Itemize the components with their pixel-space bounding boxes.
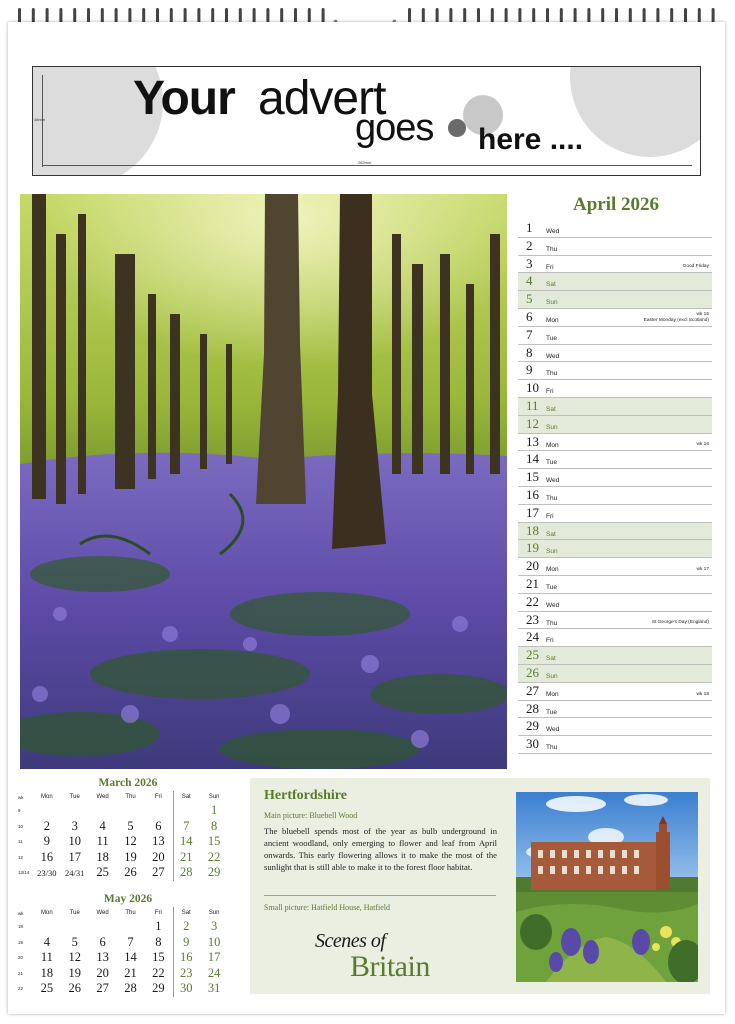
day-name: Thu xyxy=(546,245,558,253)
mini-date-cell: 24/31 xyxy=(65,867,85,878)
day-name: Mon xyxy=(546,566,559,574)
mini-header-cell: Sat xyxy=(181,794,191,800)
mini-calendar-header xyxy=(18,907,228,919)
day-row xyxy=(518,540,712,558)
day-row xyxy=(518,665,712,683)
day-row xyxy=(518,362,712,380)
day-row xyxy=(518,238,712,256)
weekend-separator xyxy=(173,907,174,997)
day-row xyxy=(518,220,712,238)
mini-date-cell: 18 xyxy=(96,849,109,864)
mini-date-cell: 19 xyxy=(68,965,81,980)
mini-date-cell: 14 xyxy=(124,950,137,965)
advert-dimension-line-horizontal xyxy=(42,165,692,166)
day-note: Good Friday xyxy=(682,264,709,270)
mini-date-cell: 17 xyxy=(68,849,81,864)
week-number: 12 xyxy=(18,854,24,860)
day-row xyxy=(518,434,712,452)
mini-calendar-header xyxy=(18,791,228,803)
small-photo-hatfield-house xyxy=(516,792,698,982)
day-row xyxy=(518,451,712,469)
mini-date-cell: 3 xyxy=(210,919,218,934)
mini-week-row xyxy=(18,966,228,982)
day-number: 27 xyxy=(526,682,539,698)
mini-week-row xyxy=(18,981,228,997)
day-note: wk 16 xyxy=(696,442,709,448)
day-name: Sat xyxy=(546,281,556,289)
advert-word-here: here .... xyxy=(478,123,584,156)
day-number: 21 xyxy=(526,575,539,591)
day-number: 28 xyxy=(526,700,539,716)
day-number: 7 xyxy=(526,326,533,342)
mini-date-cell: 25 xyxy=(40,981,54,996)
mini-date-cell: 6 xyxy=(99,934,106,949)
mini-date-cell: 1 xyxy=(210,803,218,818)
day-number: 25 xyxy=(526,647,539,663)
week-number: 18 xyxy=(18,924,24,930)
day-name: Fri xyxy=(546,637,554,645)
mini-header-cell: Tue xyxy=(69,910,80,916)
day-row xyxy=(518,683,712,701)
day-number: 23 xyxy=(526,611,539,627)
week-number: 19 xyxy=(18,939,24,945)
day-row xyxy=(518,345,712,363)
day-row xyxy=(518,576,712,594)
day-name: Thu xyxy=(546,619,558,627)
day-number: 12 xyxy=(526,415,539,431)
mini-week-row xyxy=(18,819,228,835)
mini-header-cell: Wed xyxy=(96,794,109,800)
mini-week-row xyxy=(18,950,228,966)
mini-date-cell: 6 xyxy=(155,818,162,833)
day-number: 8 xyxy=(526,344,533,360)
mini-date-cell: 3 xyxy=(71,818,78,833)
day-number: 11 xyxy=(526,397,539,413)
mini-date-cell: 26 xyxy=(68,981,81,996)
mini-date-cell: 21 xyxy=(179,849,193,864)
mini-date-cell: 23 xyxy=(179,965,193,980)
week-number: 22 xyxy=(18,986,24,992)
info-divider xyxy=(264,895,496,896)
day-number: 13 xyxy=(526,433,539,449)
mini-date-cell: 15 xyxy=(207,834,221,849)
day-name: Wed xyxy=(546,726,560,734)
day-row xyxy=(518,487,712,505)
day-row xyxy=(518,629,712,647)
brand-britain: Britain xyxy=(350,950,430,983)
mini-date-cell: 17 xyxy=(207,950,221,965)
mini-header-cell: wk xyxy=(18,794,24,800)
advert-circle-right xyxy=(570,66,701,157)
mini-date-cell: 9 xyxy=(183,934,190,949)
mini-date-cell: 2 xyxy=(43,818,50,833)
mini-date-cell: 9 xyxy=(43,834,50,849)
day-number: 19 xyxy=(526,540,539,556)
day-number: 20 xyxy=(526,558,539,574)
mini-date-cell: 27 xyxy=(152,865,165,880)
day-row xyxy=(518,647,712,665)
day-row xyxy=(518,291,712,309)
mini-date-cell: 31 xyxy=(207,981,221,996)
mini-date-cell: 25 xyxy=(96,865,109,880)
day-name: Tue xyxy=(546,334,557,342)
mini-date-cell: 13 xyxy=(152,834,165,849)
mini-date-cell: 5 xyxy=(127,818,134,833)
mini-date-cell: 7 xyxy=(127,934,134,949)
day-number: 3 xyxy=(526,255,533,271)
mini-date-cell: 16 xyxy=(40,849,54,864)
day-name: Sun xyxy=(546,423,558,431)
day-name: Fri xyxy=(546,512,554,520)
week-number: 21 xyxy=(18,970,24,976)
week-number: 9 xyxy=(18,808,21,814)
mini-calendar-grid xyxy=(18,907,228,997)
mini-date-cell: 15 xyxy=(152,950,165,965)
day-name: Thu xyxy=(546,370,558,378)
mini-week-row xyxy=(18,935,228,951)
mini-header-cell: wk xyxy=(18,910,24,916)
day-number: 29 xyxy=(526,718,539,734)
day-number: 4 xyxy=(526,273,533,289)
weekend-separator xyxy=(173,791,174,881)
mini-date-cell: 29 xyxy=(207,865,221,880)
day-name: Sat xyxy=(546,655,556,663)
advert-width-label: 282mm xyxy=(358,160,372,165)
mini-date-cell: 19 xyxy=(124,849,137,864)
mini-date-cell: 18 xyxy=(40,965,54,980)
day-number: 2 xyxy=(526,237,533,253)
day-number: 1 xyxy=(526,220,533,235)
mini-header-cell: Fri xyxy=(154,910,162,916)
day-list xyxy=(518,220,712,754)
brand-scenes-of: Scenes of xyxy=(315,930,386,952)
day-number: 18 xyxy=(526,522,539,538)
day-number: 5 xyxy=(526,291,533,307)
day-number: 17 xyxy=(526,504,539,520)
day-number: 6 xyxy=(526,308,533,324)
main-photo-bluebell-wood xyxy=(20,194,507,769)
mini-date-cell: 8 xyxy=(155,934,162,949)
small-picture-caption: Small picture: Hatfield House, Hatfield xyxy=(264,903,390,912)
day-row xyxy=(518,327,712,345)
day-row xyxy=(518,273,712,291)
mini-date-cell: 10 xyxy=(207,934,221,949)
day-name: Tue xyxy=(546,708,557,716)
day-note: wk 15 Easter Monday (excl Scotland) xyxy=(643,311,709,323)
mini-date-cell: 29 xyxy=(152,981,165,996)
day-number: 30 xyxy=(526,736,539,752)
mini-date-cell: 20 xyxy=(96,965,109,980)
mini-header-cell: Mon xyxy=(41,794,53,800)
day-row xyxy=(518,523,712,541)
advert-word-advert: advert xyxy=(258,72,386,125)
mini-date-cell: 7 xyxy=(183,818,190,833)
day-note: wk 17 xyxy=(696,566,709,572)
mini-date-cell: 2 xyxy=(183,919,190,934)
day-number: 16 xyxy=(526,486,539,502)
advert-dot-small xyxy=(448,119,466,137)
mini-date-cell: 4 xyxy=(43,934,50,949)
mini-calendar-grid xyxy=(18,791,228,881)
day-row xyxy=(518,380,712,398)
mini-header-cell: Sun xyxy=(208,910,220,916)
advert-placeholder xyxy=(32,66,701,176)
day-number: 9 xyxy=(526,362,533,378)
mini-date-cell: 4 xyxy=(99,818,106,833)
day-row xyxy=(518,594,712,612)
mini-week-row xyxy=(18,834,228,850)
mini-week-row xyxy=(18,919,228,935)
advert-height-label: 48mm xyxy=(34,117,46,122)
day-row xyxy=(518,736,712,754)
mini-calendar-previous xyxy=(18,777,228,881)
day-name: Sat xyxy=(546,405,556,413)
mini-date-cell: 30 xyxy=(179,981,193,996)
day-row xyxy=(518,612,712,630)
day-name: Sun xyxy=(546,672,558,680)
mini-header-cell: Sun xyxy=(208,794,220,800)
day-name: Fri xyxy=(546,263,554,271)
day-row xyxy=(518,718,712,736)
mini-header-cell: Tue xyxy=(69,794,80,800)
mini-date-cell: 1 xyxy=(155,919,162,934)
day-number: 24 xyxy=(526,629,539,645)
day-row xyxy=(518,416,712,434)
mini-date-cell: 8 xyxy=(210,818,218,833)
mini-date-cell: 10 xyxy=(68,834,81,849)
mini-date-cell: 24 xyxy=(207,965,221,980)
info-panel xyxy=(250,778,710,994)
advert-word-your: Your xyxy=(133,72,235,125)
mini-date-cell: 13 xyxy=(96,950,109,965)
info-title: Hertfordshire xyxy=(264,788,347,803)
mini-week-row xyxy=(18,803,228,819)
mini-date-cell: 26 xyxy=(124,865,137,880)
mini-date-cell: 21 xyxy=(124,965,137,980)
mini-date-cell: 5 xyxy=(71,934,78,949)
day-row xyxy=(518,505,712,523)
day-row xyxy=(518,398,712,416)
mini-header-cell: Mon xyxy=(41,910,53,916)
day-row xyxy=(518,469,712,487)
mini-date-cell: 12 xyxy=(124,834,137,849)
main-picture-caption: Main picture: Bluebell Wood xyxy=(264,811,358,820)
day-row xyxy=(518,309,712,327)
mini-date-cell: 27 xyxy=(96,981,109,996)
mini-calendar-title: March 2026 xyxy=(98,777,158,789)
week-number: 10 xyxy=(18,823,24,829)
day-name: Wed xyxy=(546,228,560,235)
day-name: Wed xyxy=(546,477,560,485)
day-row xyxy=(518,256,712,274)
week-number: 20 xyxy=(18,955,24,961)
mini-calendar-title: May 2026 xyxy=(103,893,153,905)
day-name: Thu xyxy=(546,744,558,752)
day-number: 22 xyxy=(526,593,539,609)
mini-date-cell: 14 xyxy=(179,834,193,849)
mini-date-cell: 23/30 xyxy=(37,867,57,878)
mini-header-cell: Thu xyxy=(125,910,136,916)
day-number: 15 xyxy=(526,469,539,485)
mini-date-cell: 20 xyxy=(152,849,165,864)
day-number: 26 xyxy=(526,664,539,680)
mini-week-row xyxy=(18,850,228,866)
mini-header-cell: Wed xyxy=(96,910,109,916)
mini-header-cell: Fri xyxy=(154,794,162,800)
day-name: Sun xyxy=(546,548,558,556)
week-number: 13/14 xyxy=(18,870,30,876)
day-note: St George's Day (England) xyxy=(651,620,709,626)
mini-date-cell: 11 xyxy=(96,834,109,849)
day-number: 14 xyxy=(526,451,539,467)
mini-header-cell: Sat xyxy=(181,910,191,916)
mini-date-cell: 12 xyxy=(68,950,81,965)
day-name: Sat xyxy=(546,530,556,538)
day-name: Mon xyxy=(546,441,559,449)
mini-date-cell: 16 xyxy=(179,950,193,965)
day-row xyxy=(518,558,712,576)
day-name: Fri xyxy=(546,388,554,396)
info-description: The bluebell spends most of the year as bulb underground in ancient woodland, only emerging to flower and leaf from April onwards. This early flowering allows it to make the most of the sunlight that is still able to make it to the forest floor habitat. xyxy=(264,826,497,872)
day-name: Tue xyxy=(546,583,557,591)
mini-header-cell: Thu xyxy=(125,794,136,800)
day-name: Thu xyxy=(546,494,558,502)
mini-date-cell: 28 xyxy=(124,981,137,996)
month-title: April 2026 xyxy=(572,194,660,215)
mini-calendar-next xyxy=(18,893,228,997)
day-name: Wed xyxy=(546,601,560,609)
day-name: Wed xyxy=(546,352,560,360)
day-row xyxy=(518,701,712,719)
mini-date-cell: 22 xyxy=(152,965,165,980)
day-name: Mon xyxy=(546,316,559,324)
mini-date-cell: 28 xyxy=(179,865,193,880)
day-number: 10 xyxy=(526,380,539,396)
advert-word-goes: goes xyxy=(355,107,434,149)
mini-date-cell: 22 xyxy=(207,849,221,864)
mini-week-row xyxy=(18,865,228,881)
day-note: wk 18 xyxy=(696,691,709,697)
day-name: Sun xyxy=(546,299,558,307)
week-number: 11 xyxy=(18,839,23,845)
mini-date-cell: 11 xyxy=(40,950,53,965)
day-name: Tue xyxy=(546,459,557,467)
day-name: Mon xyxy=(546,690,559,698)
